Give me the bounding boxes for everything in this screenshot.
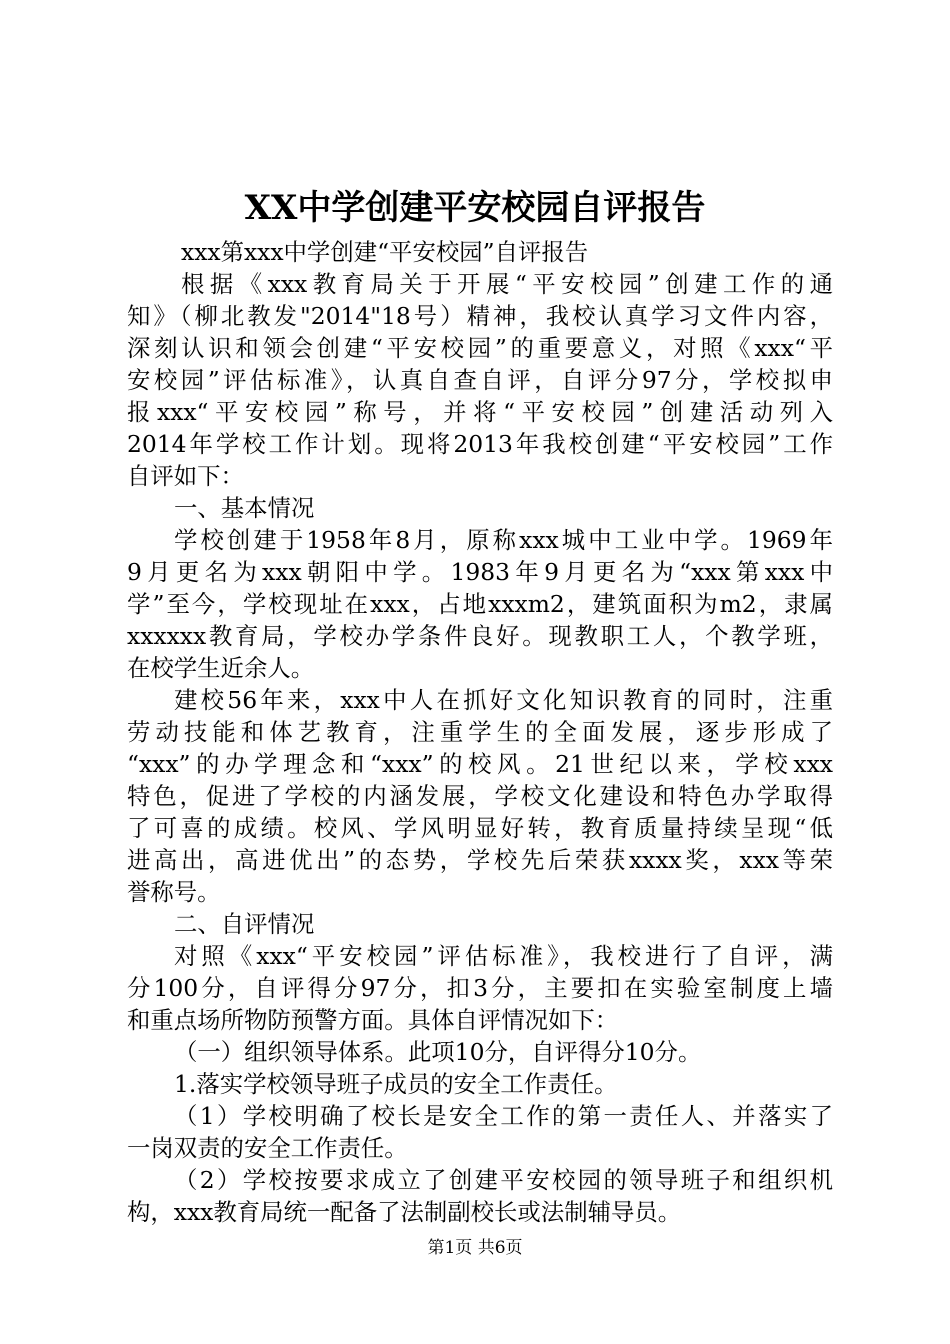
list-item: （1）学校明确了校长是安全工作的第一责任人、并落实了	[174, 1102, 833, 1130]
paragraph-line: 劳动技能和体艺教育，注重学生的全面发展，逐步形成了	[127, 718, 833, 746]
paragraph-line: 学校创建于1958年8月，原称xxx城中工业中学。1969年	[174, 526, 833, 554]
paragraph-line: 进高出，高进优出”的态势，学校先后荣获xxxx奖，xxx等荣	[127, 846, 833, 874]
page-number: 第1页 共6页	[427, 1238, 523, 1258]
paragraph-line: 构，xxx教育局统一配备了法制副校长或法制辅导员。	[127, 1198, 682, 1226]
paragraph-line: 根据《xxx教育局关于开展“平安校园”创建工作的通	[181, 270, 833, 298]
section-heading: 一、基本情况	[174, 494, 315, 522]
section-heading: 二、自评情况	[174, 910, 315, 938]
paragraph-line: xxxxxx教育局，学校办学条件良好。现教职工人，个教学班，	[127, 622, 833, 650]
paragraph-line: 一岗双责的安全工作责任。	[127, 1134, 408, 1162]
paragraph-line: 对照《xxx“平安校园”评估标准》，我校进行了自评，满	[174, 942, 833, 970]
list-item: （2）学校按要求成立了创建平安校园的领导班子和组织机	[174, 1166, 833, 1194]
paragraph-line: “xxx”的办学理念和“xxx”的校风。21世纪以来，学校xxx	[127, 750, 833, 778]
paragraph-line: 报xxx“平安校园”称号，并将“平安校园”创建活动列入	[127, 398, 833, 426]
list-item: 1.落实学校领导班子成员的安全工作责任。	[174, 1070, 618, 1098]
paragraph-line: 建校56年来，xxx中人在抓好文化知识教育的同时，注重	[174, 686, 833, 714]
paragraph-line: 深刻认识和领会创建“平安校园”的重要意义，对照《xxx“平	[127, 334, 833, 362]
paragraph-line: 知》（柳北教发"2014"18号）精神，我校认真学习文件内容，	[127, 302, 833, 330]
paragraph-line: 分100分，自评得分97分，扣3分，主要扣在实验室制度上墙	[127, 974, 833, 1002]
paragraph-line: 特色，促进了学校的内涵发展，学校文化建设和特色办学取得	[127, 782, 833, 810]
paragraph-line: 自评如下：	[127, 462, 244, 490]
paragraph-line: 誉称号。	[127, 878, 221, 906]
subtitle-line: xxx第xxx中学创建“平安校园”自评报告	[181, 238, 589, 266]
paragraph-line: 在校学生近余人。	[127, 654, 315, 682]
document-body	[127, 236, 833, 1228]
paragraph-line: 了可喜的成绩。校风、学风明显好转，教育质量持续呈现“低	[127, 814, 833, 842]
paragraph-line: 学”至今，学校现址在xxx，占地xxxm2，建筑面积为m2，隶属	[127, 590, 833, 618]
paragraph-line: 和重点场所物防预警方面。具体自评情况如下：	[127, 1006, 619, 1034]
paragraph-line: 安校园”评估标准》，认真自查自评，自评分97分，学校拟申	[127, 366, 833, 394]
paragraph-line: 2014年学校工作计划。现将2013年我校创建“平安校园”工作	[127, 430, 833, 458]
paragraph-line: 9月更名为xxx朝阳中学。1983年9月更名为“xxx第xxx中	[127, 558, 833, 586]
document-title: XX中学创建平安校园自评报告	[244, 188, 706, 228]
subsection-heading: （一）组织领导体系。此项10分，自评得分10分。	[174, 1038, 702, 1066]
